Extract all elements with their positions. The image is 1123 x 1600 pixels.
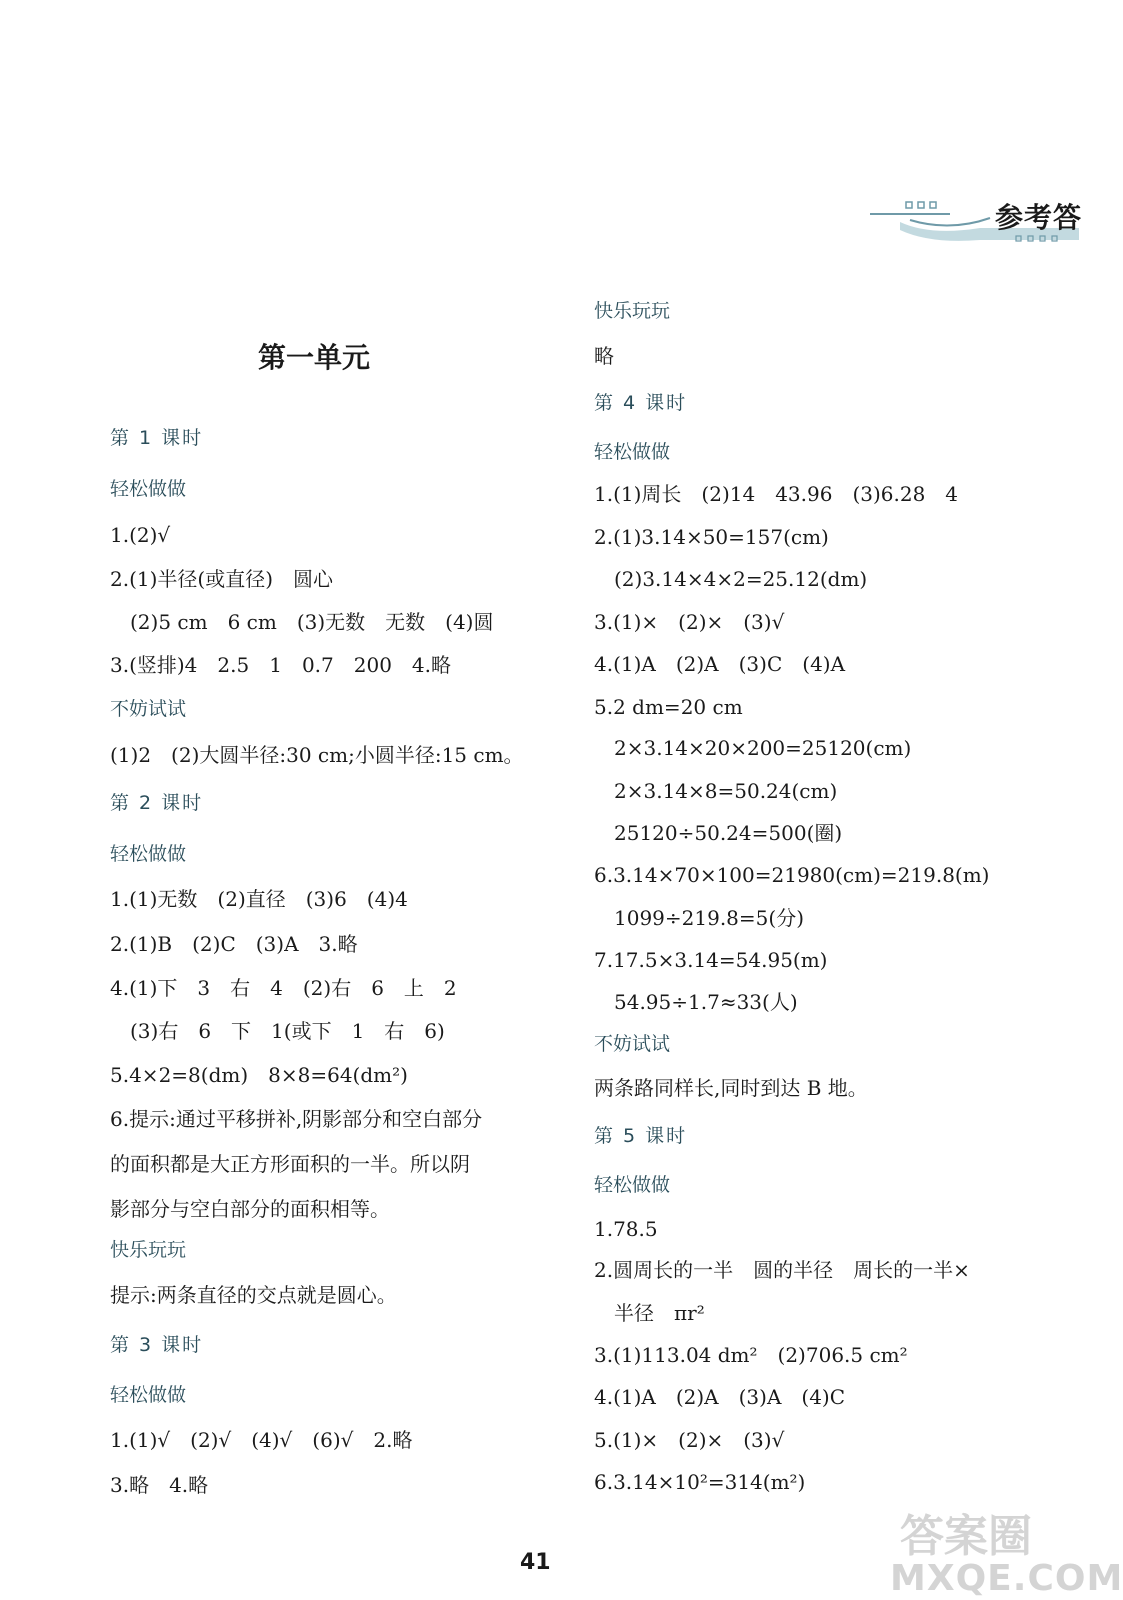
answer-line: 略: [594, 344, 614, 368]
section-heading: 快乐玩玩: [594, 300, 671, 322]
answer-line: 5.2 dm=20 cm: [594, 695, 743, 719]
lesson-heading: 第 3 课时: [110, 1334, 204, 1356]
answer-line: (2)5 cm 6 cm (3)无数 无数 (4)圆: [110, 610, 494, 634]
watermark-url: MXQE.COM: [890, 1558, 1123, 1599]
section-heading: 轻松做做: [110, 843, 187, 865]
answer-line: 1099÷219.8=5(分): [594, 906, 804, 930]
answer-line: 2.圆周长的一半 圆的半径 周长的一半×: [594, 1258, 970, 1282]
answer-line: 2×3.14×20×200=25120(cm): [594, 736, 912, 760]
answer-line: 1.(1)周长 (2)14 43.96 (3)6.28 4: [594, 482, 959, 506]
answer-line: 54.95÷1.7≈33(人): [594, 990, 798, 1014]
answer-line: 1.(2)√: [110, 523, 171, 547]
answer-line: 4.(1)A (2)A (3)A (4)C: [594, 1385, 846, 1409]
answer-line: 5.4×2=8(dm) 8×8=64(dm²): [110, 1063, 408, 1087]
watermark-logo-text: 答案圈: [900, 1511, 1032, 1562]
answer-line: 提示:两条直径的交点就是圆心。: [110, 1283, 397, 1307]
answer-line: 6.3.14×10²=314(m²): [594, 1470, 806, 1494]
answer-line: 3.(1)× (2)× (3)√: [594, 610, 785, 634]
section-heading: 快乐玩玩: [110, 1239, 187, 1261]
section-heading: 轻松做做: [594, 1174, 671, 1196]
answer-line: 半径 πr²: [594, 1301, 705, 1325]
answer-line: (1)2 (2)大圆半径:30 cm;小圆半径:15 cm。: [110, 743, 524, 767]
lesson-heading: 第 5 课时: [594, 1125, 688, 1147]
lesson-heading: 第 2 课时: [110, 792, 204, 814]
answer-line: (3)右 6 下 1(或下 1 右 6): [110, 1019, 445, 1043]
answer-line: 影部分与空白部分的面积相等。: [110, 1197, 390, 1221]
section-heading: 不妨试试: [594, 1033, 671, 1055]
answer-line: 3.(竖排)4 2.5 1 0.7 200 4.略: [110, 653, 452, 677]
section-heading: 轻松做做: [594, 441, 671, 463]
answer-line: 4.(1)下 3 右 4 (2)右 6 上 2: [110, 976, 457, 1000]
answer-line: 5.(1)× (2)× (3)√: [594, 1428, 785, 1452]
answer-line: 4.(1)A (2)A (3)C (4)A: [594, 652, 846, 676]
lesson-heading: 第 4 课时: [594, 392, 688, 414]
answer-line: 两条路同样长,同时到达 B 地。: [594, 1076, 868, 1100]
page-number: 41: [520, 1550, 551, 1575]
answer-line: 2×3.14×8=50.24(cm): [594, 779, 838, 803]
answer-line: 1.(1)无数 (2)直径 (3)6 (4)4: [110, 887, 408, 911]
answer-line: 2.(1)半径(或直径) 圆心: [110, 567, 334, 591]
section-heading: 轻松做做: [110, 478, 187, 500]
answer-line: 3.(1)113.04 dm² (2)706.5 cm²: [594, 1343, 908, 1367]
answer-line: 2.(1)3.14×50=157(cm): [594, 525, 829, 549]
answer-line: 25120÷50.24=500(圈): [594, 821, 843, 845]
answer-line: 6.3.14×70×100=21980(cm)=219.8(m): [594, 863, 990, 887]
header-title: 参考答: [995, 201, 1083, 234]
answer-line: 6.提示:通过平移拼补,阴影部分和空白部分: [110, 1107, 483, 1131]
answer-line: 3.略 4.略: [110, 1473, 209, 1497]
answer-line: 2.(1)B (2)C (3)A 3.略: [110, 932, 358, 956]
section-heading: 不妨试试: [110, 698, 187, 720]
answer-line: 1.78.5: [594, 1217, 658, 1241]
answer-line: (2)3.14×4×2=25.12(dm): [594, 567, 868, 591]
lesson-heading: 第 1 课时: [110, 427, 204, 449]
answer-line: 7.17.5×3.14=54.95(m): [594, 948, 828, 972]
answer-line: 的面积都是大正方形面积的一半。所以阴: [110, 1152, 470, 1176]
watermark: [890, 1500, 1123, 1600]
unit-title: 第一单元: [258, 341, 371, 374]
answer-line: 1.(1)√ (2)√ (4)√ (6)√ 2.略: [110, 1428, 413, 1452]
section-heading: 轻松做做: [110, 1384, 187, 1406]
